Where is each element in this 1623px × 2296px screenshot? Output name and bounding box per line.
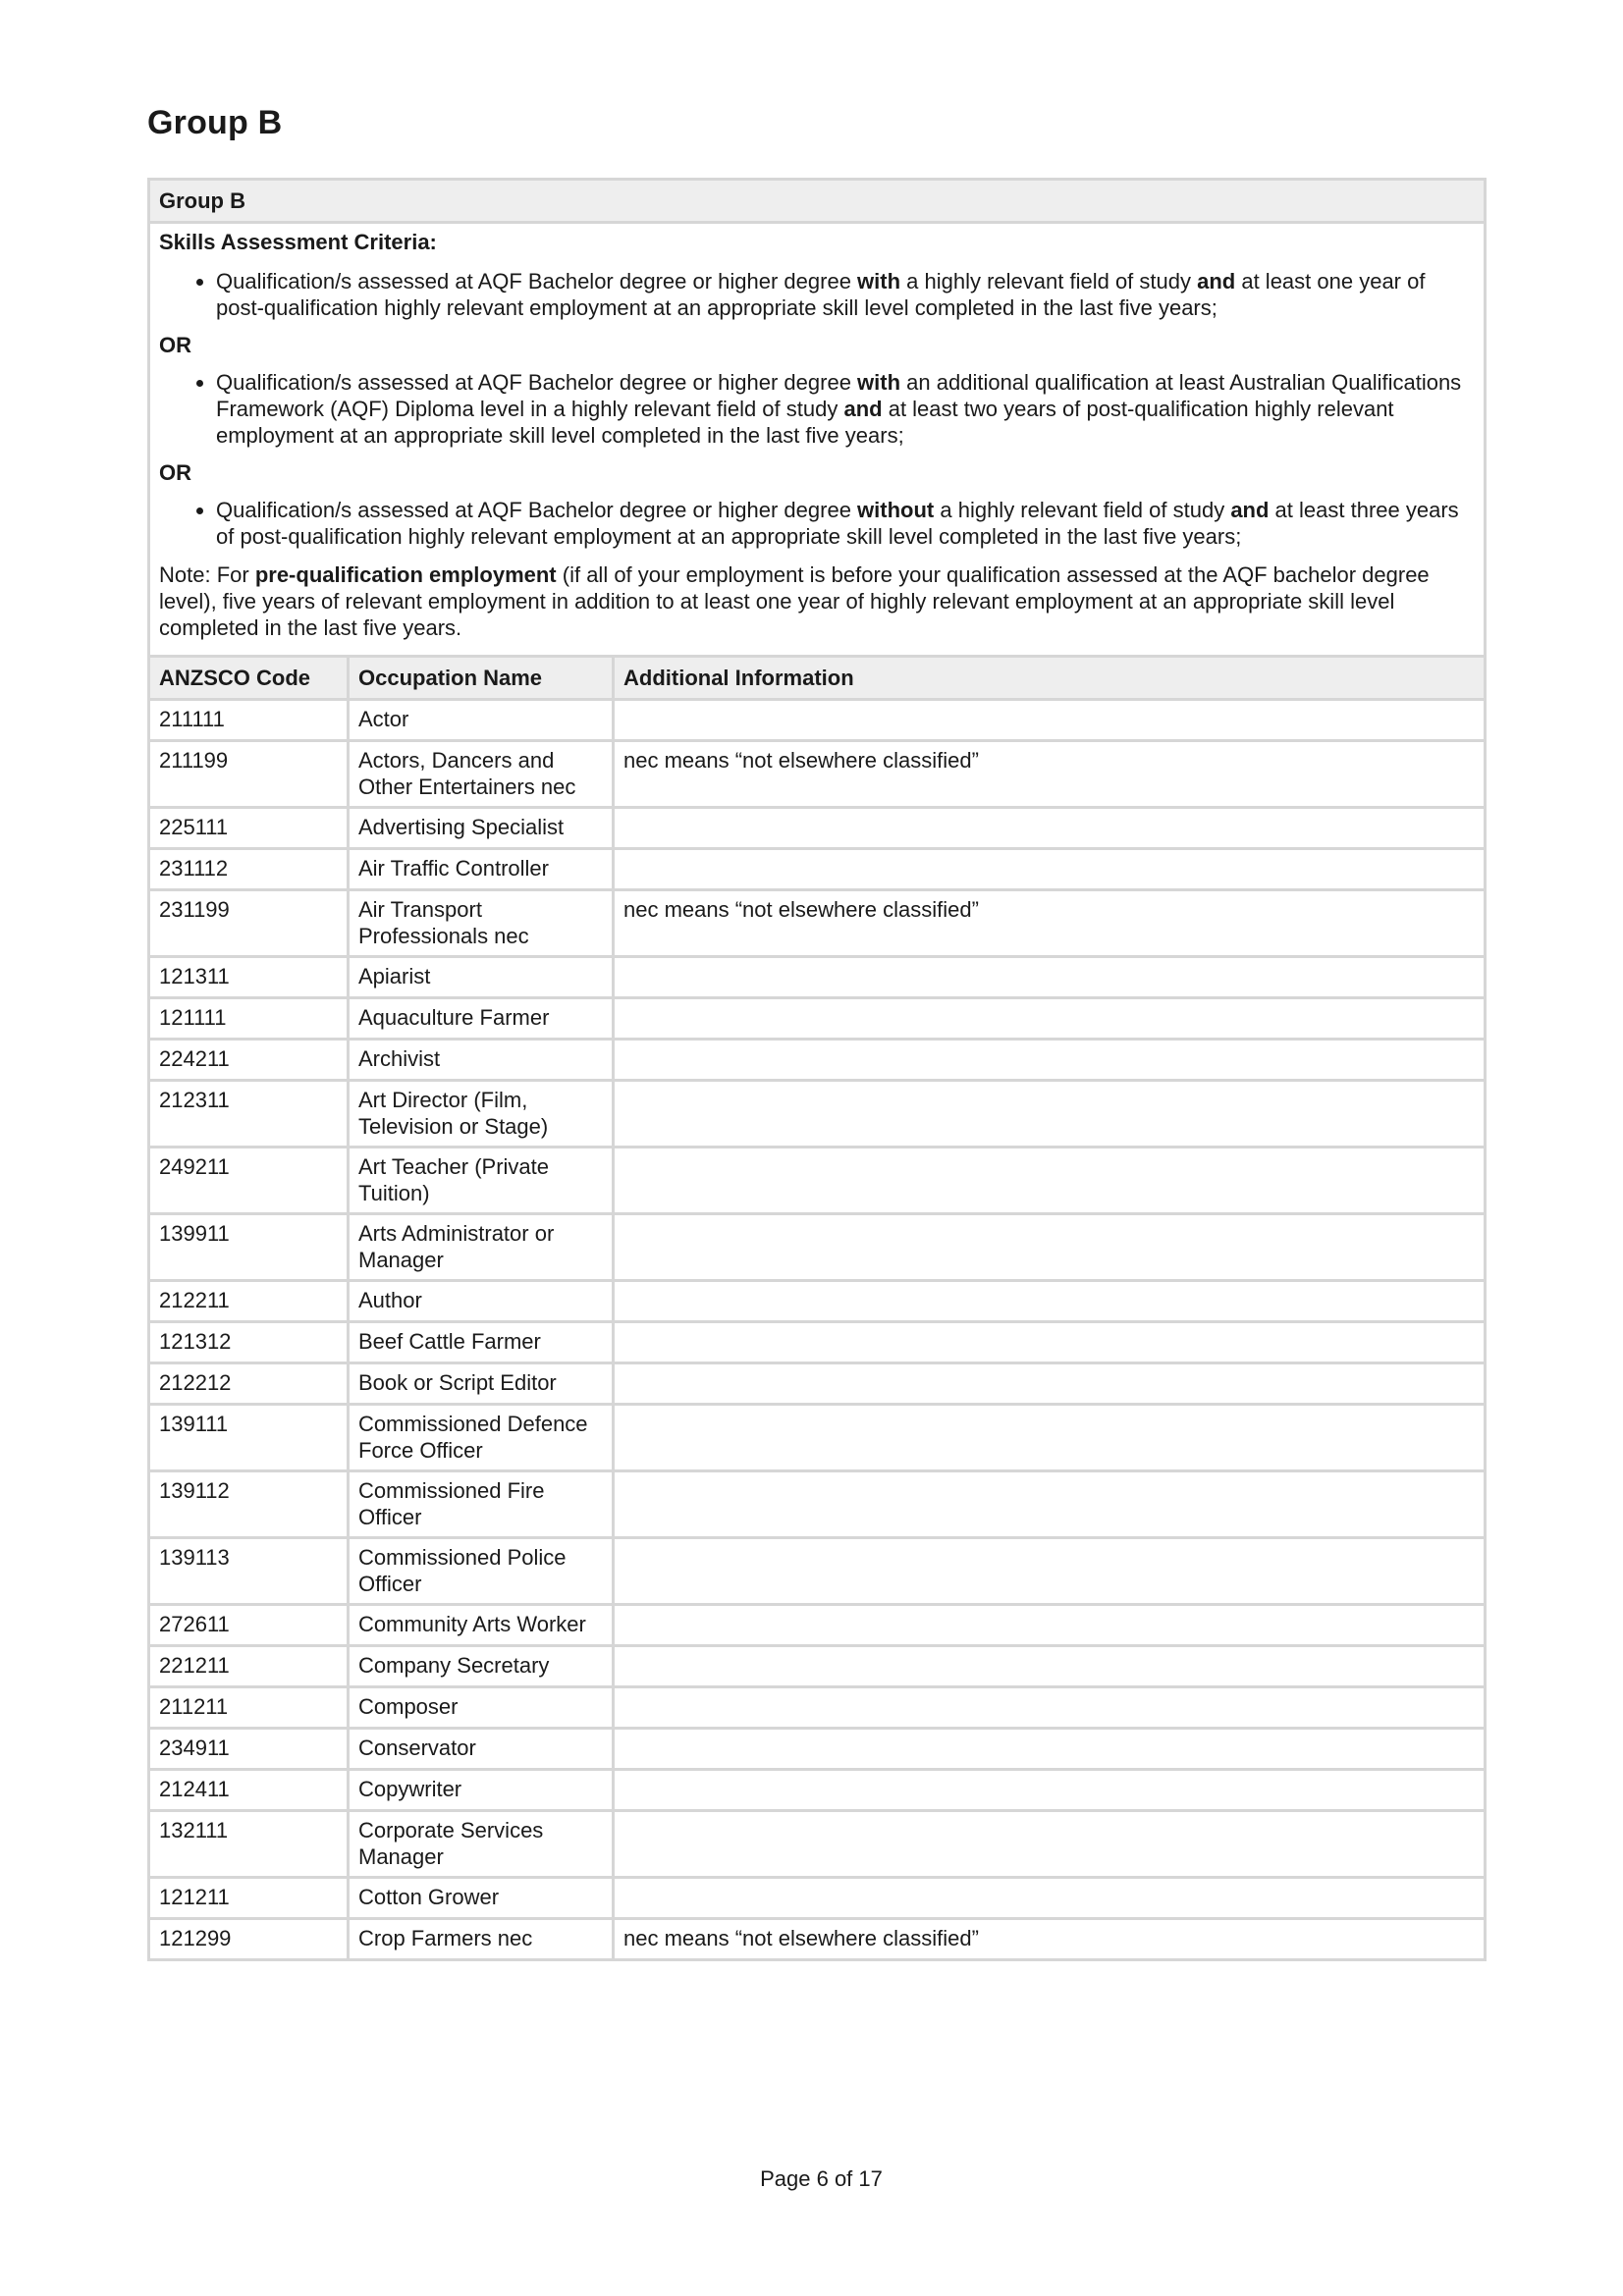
additional-info-cell	[614, 1405, 1486, 1471]
criterion-1-and: and	[1197, 269, 1236, 294]
additional-info-cell	[614, 1281, 1486, 1322]
table-row	[149, 1919, 1486, 1960]
group-header-row	[149, 180, 1486, 223]
anzsco-code-cell: 211211	[149, 1687, 349, 1729]
criterion-1-text-a: Qualification/s assessed at AQF Bachelor degree or higher degree	[216, 269, 858, 294]
occupation-name-cell: Community Arts Worker	[349, 1605, 614, 1646]
table-row	[149, 1214, 1486, 1281]
table-row	[149, 890, 1486, 957]
anzsco-code-cell: 212411	[149, 1770, 349, 1811]
table-row	[149, 700, 1486, 741]
table-row	[149, 1646, 1486, 1687]
anzsco-code-cell: 224211	[149, 1040, 349, 1081]
group-label: Group B	[149, 180, 1486, 223]
occupation-name-cell: Beef Cattle Farmer	[349, 1322, 614, 1363]
table-row	[149, 998, 1486, 1040]
occupation-name-cell: Crop Farmers nec	[349, 1919, 614, 1960]
additional-info-cell	[614, 957, 1486, 998]
criterion-2-text-a: Qualification/s assessed at AQF Bachelor degree or higher degree	[216, 370, 858, 395]
occupation-name-cell: Corporate Services Manager	[349, 1811, 614, 1878]
page-footer: Page 6 of 17	[760, 2166, 883, 2191]
table-row	[149, 957, 1486, 998]
additional-info-cell	[614, 1148, 1486, 1214]
anzsco-code-cell: 212212	[149, 1363, 349, 1405]
occupation-name-cell: Composer	[349, 1687, 614, 1729]
note-emphasis: pre-qualification employment	[254, 562, 557, 587]
additional-info-cell	[614, 998, 1486, 1040]
occupation-name-cell: Air Traffic Controller	[349, 849, 614, 890]
or-separator-1: OR	[159, 333, 191, 357]
additional-info-cell	[614, 1214, 1486, 1281]
occupation-name-cell: Commissioned Fire Officer	[349, 1471, 614, 1538]
header-occupation-name: Occupation Name	[349, 657, 614, 700]
table-row	[149, 1878, 1486, 1919]
table-row	[149, 1322, 1486, 1363]
anzsco-code-cell: 272611	[149, 1605, 349, 1646]
anzsco-code-cell: 121312	[149, 1322, 349, 1363]
additional-info-cell	[614, 1811, 1486, 1878]
anzsco-code-cell: 211111	[149, 700, 349, 741]
table-row	[149, 741, 1486, 808]
table-row	[149, 849, 1486, 890]
criterion-1-text-c: a highly relevant field of study	[900, 269, 1198, 294]
occupation-name-cell: Aquaculture Farmer	[349, 998, 614, 1040]
table-row	[149, 1770, 1486, 1811]
table-row	[149, 1281, 1486, 1322]
criteria-cell	[149, 223, 1486, 657]
occupation-name-cell: Art Teacher (Private Tuition)	[349, 1148, 614, 1214]
anzsco-code-cell: 139112	[149, 1471, 349, 1538]
additional-info-cell	[614, 1646, 1486, 1687]
criteria-list-1	[159, 268, 1475, 321]
anzsco-code-cell: 212311	[149, 1081, 349, 1148]
table-row	[149, 1538, 1486, 1605]
occupation-name-cell: Book or Script Editor	[349, 1363, 614, 1405]
anzsco-code-cell: 121111	[149, 998, 349, 1040]
additional-info-cell	[614, 1687, 1486, 1729]
occupation-name-cell: Arts Administrator or Manager	[349, 1214, 614, 1281]
table-row	[149, 808, 1486, 849]
additional-info-cell	[614, 1081, 1486, 1148]
criterion-1-text-d: at least one year of post-qualification highly relevant employment at an appropriate skill level completed in the last five years;	[216, 269, 1426, 320]
anzsco-code-cell: 249211	[149, 1148, 349, 1214]
note-text-c: (if all of your employment is before your qualification assessed at the AQF bachelor degree level), five years of relevant employment in addition to at least one year of highly relevant employment at an appropriate skill level completed in the last five years.	[159, 562, 1430, 640]
occupation-name-cell: Commissioned Defence Force Officer	[349, 1405, 614, 1471]
additional-info-cell	[614, 1770, 1486, 1811]
occupation-name-cell: Company Secretary	[349, 1646, 614, 1687]
additional-info-cell	[614, 1471, 1486, 1538]
anzsco-code-cell: 121211	[149, 1878, 349, 1919]
anzsco-code-cell: 139111	[149, 1405, 349, 1471]
additional-info-cell	[614, 849, 1486, 890]
criterion-3-without: without	[857, 498, 935, 522]
criteria-row	[149, 223, 1486, 657]
occupation-name-cell: Air Transport Professionals nec	[349, 890, 614, 957]
additional-info-cell	[614, 700, 1486, 741]
anzsco-code-cell: 231112	[149, 849, 349, 890]
occupation-name-cell: Copywriter	[349, 1770, 614, 1811]
anzsco-code-cell: 211199	[149, 741, 349, 808]
header-anzsco-code: ANZSCO Code	[149, 657, 349, 700]
criterion-3	[216, 497, 1475, 550]
anzsco-code-cell: 231199	[149, 890, 349, 957]
note-text-a: Note: For	[159, 562, 255, 587]
table-row	[149, 1811, 1486, 1878]
criterion-2-text-c: an additional qualification at least Australian Qualifications Framework (AQF) Diploma level in a highly relevant field of study	[216, 370, 1462, 421]
occupation-name-cell: Conservator	[349, 1729, 614, 1770]
criterion-1	[216, 268, 1475, 321]
occupation-name-cell: Art Director (Film, Television or Stage)	[349, 1081, 614, 1148]
anzsco-code-cell: 212211	[149, 1281, 349, 1322]
anzsco-code-cell: 139911	[149, 1214, 349, 1281]
criteria-title: Skills Assessment Criteria:	[159, 230, 437, 254]
occupation-name-cell: Apiarist	[349, 957, 614, 998]
criteria-list-3	[159, 497, 1475, 550]
additional-info-cell	[614, 1040, 1486, 1081]
additional-info-cell	[614, 1605, 1486, 1646]
additional-info-cell	[614, 1729, 1486, 1770]
anzsco-code-cell: 121311	[149, 957, 349, 998]
additional-info-cell: nec means “not elsewhere classified”	[614, 890, 1486, 957]
criterion-3-and: and	[1230, 498, 1270, 522]
occupation-name-cell: Archivist	[349, 1040, 614, 1081]
table-row	[149, 1081, 1486, 1148]
additional-info-cell: nec means “not elsewhere classified”	[614, 741, 1486, 808]
table-row	[149, 1363, 1486, 1405]
page-heading: Group B	[147, 104, 283, 141]
additional-info-cell	[614, 808, 1486, 849]
anzsco-code-cell: 132111	[149, 1811, 349, 1878]
additional-info-cell	[614, 1322, 1486, 1363]
table-row	[149, 1729, 1486, 1770]
criterion-2	[216, 369, 1475, 449]
header-additional-information: Additional Information	[614, 657, 1486, 700]
occupation-name-cell: Actor	[349, 700, 614, 741]
or-separator-2: OR	[159, 460, 191, 485]
occupation-name-cell: Author	[349, 1281, 614, 1322]
occupation-name-cell: Actors, Dancers and Other Entertainers nec	[349, 741, 614, 808]
table-row	[149, 1040, 1486, 1081]
criterion-2-and: and	[843, 397, 883, 421]
table-row	[149, 1687, 1486, 1729]
criterion-3-text-a: Qualification/s assessed at AQF Bachelor degree or higher degree	[216, 498, 858, 522]
anzsco-code-cell: 234911	[149, 1729, 349, 1770]
criterion-2-text-d: at least two years of post-qualification highly relevant employment at an appropriate skill level completed in the last five years;	[216, 397, 1394, 448]
criteria-list-2	[159, 369, 1475, 449]
table-row	[149, 1148, 1486, 1214]
occupation-name-cell: Cotton Grower	[349, 1878, 614, 1919]
anzsco-code-cell: 121299	[149, 1919, 349, 1960]
anzsco-code-cell: 139113	[149, 1538, 349, 1605]
criterion-3-text-c: a highly relevant field of study	[934, 498, 1231, 522]
additional-info-cell: nec means “not elsewhere classified”	[614, 1919, 1486, 1960]
table-row	[149, 1405, 1486, 1471]
anzsco-code-cell: 221211	[149, 1646, 349, 1687]
criterion-2-with: with	[857, 370, 901, 395]
column-header-row	[149, 657, 1486, 700]
group-b-table	[147, 178, 1487, 1961]
table-row	[149, 1471, 1486, 1538]
additional-info-cell	[614, 1878, 1486, 1919]
occupation-name-cell: Advertising Specialist	[349, 808, 614, 849]
additional-info-cell	[614, 1363, 1486, 1405]
anzsco-code-cell: 225111	[149, 808, 349, 849]
occupation-name-cell: Commissioned Police Officer	[349, 1538, 614, 1605]
pre-qualification-note	[159, 561, 1475, 641]
additional-info-cell	[614, 1538, 1486, 1605]
table-row	[149, 1605, 1486, 1646]
criterion-3-text-d: at least three years of post-qualification highly relevant employment at an appropriate skill level completed in the last five years;	[216, 498, 1459, 549]
criterion-1-with: with	[857, 269, 901, 294]
